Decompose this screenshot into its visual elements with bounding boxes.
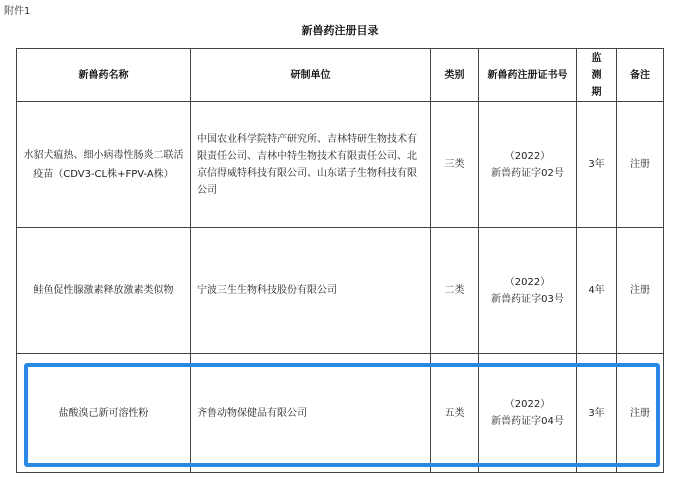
table-row: [17, 228, 664, 354]
attachment-label: 附件1: [4, 6, 31, 17]
monitor-period: 3年: [577, 354, 617, 473]
header-drug-name: 新兽药名称: [17, 49, 191, 102]
drug-name: 盐酸溴己新可溶性粉: [17, 354, 191, 473]
table-header-row: [17, 49, 664, 102]
note: 注册: [617, 102, 664, 228]
cert-number: [479, 228, 577, 354]
header-category: 类别: [431, 49, 479, 102]
developer: 宁波三生生物科技股份有限公司: [191, 228, 431, 354]
monitor-period: 4年: [577, 228, 617, 354]
drug-name: 鲑鱼促性腺激素释放激素类似物: [17, 228, 191, 354]
header-monitor-period: 监测期: [577, 49, 617, 102]
note: 注册: [617, 228, 664, 354]
cert-year: （2022）: [504, 399, 551, 410]
page-title: 新兽药注册目录: [301, 24, 379, 37]
developer: 齐鲁动物保健品有限公司: [191, 354, 431, 473]
drug-name: 水貂犬瘟热、细小病毒性肠炎二联活疫苗（CDV3-CL株+FPV-A株）: [17, 102, 191, 228]
cert-code: 新兽药证字04号: [491, 416, 564, 427]
developer: 中国农业科学院特产研究所、吉林特研生物技术有限责任公司、吉林中特生物技术有限责任公司、北京信得威特科技有限公司、山东诺子生物科技有限公司: [191, 102, 431, 228]
monitor-period: 3年: [577, 102, 617, 228]
row-highlight-box: [24, 363, 660, 467]
header-cert-number: 新兽药注册证书号: [479, 49, 577, 102]
cert-code: 新兽药证字03号: [491, 293, 564, 305]
category: 二类: [431, 228, 479, 354]
header-developer: 研制单位: [191, 49, 431, 102]
table-row: [17, 102, 664, 228]
category: 五类: [431, 354, 479, 473]
header-note: 备注: [617, 49, 664, 102]
cert-number: [479, 102, 577, 228]
cert-code: 新兽药证字02号: [491, 167, 564, 179]
cert-year: （2022）: [504, 276, 551, 288]
cert-year: （2022）: [504, 150, 551, 162]
note: 注册: [617, 354, 664, 473]
category: 三类: [431, 102, 479, 228]
